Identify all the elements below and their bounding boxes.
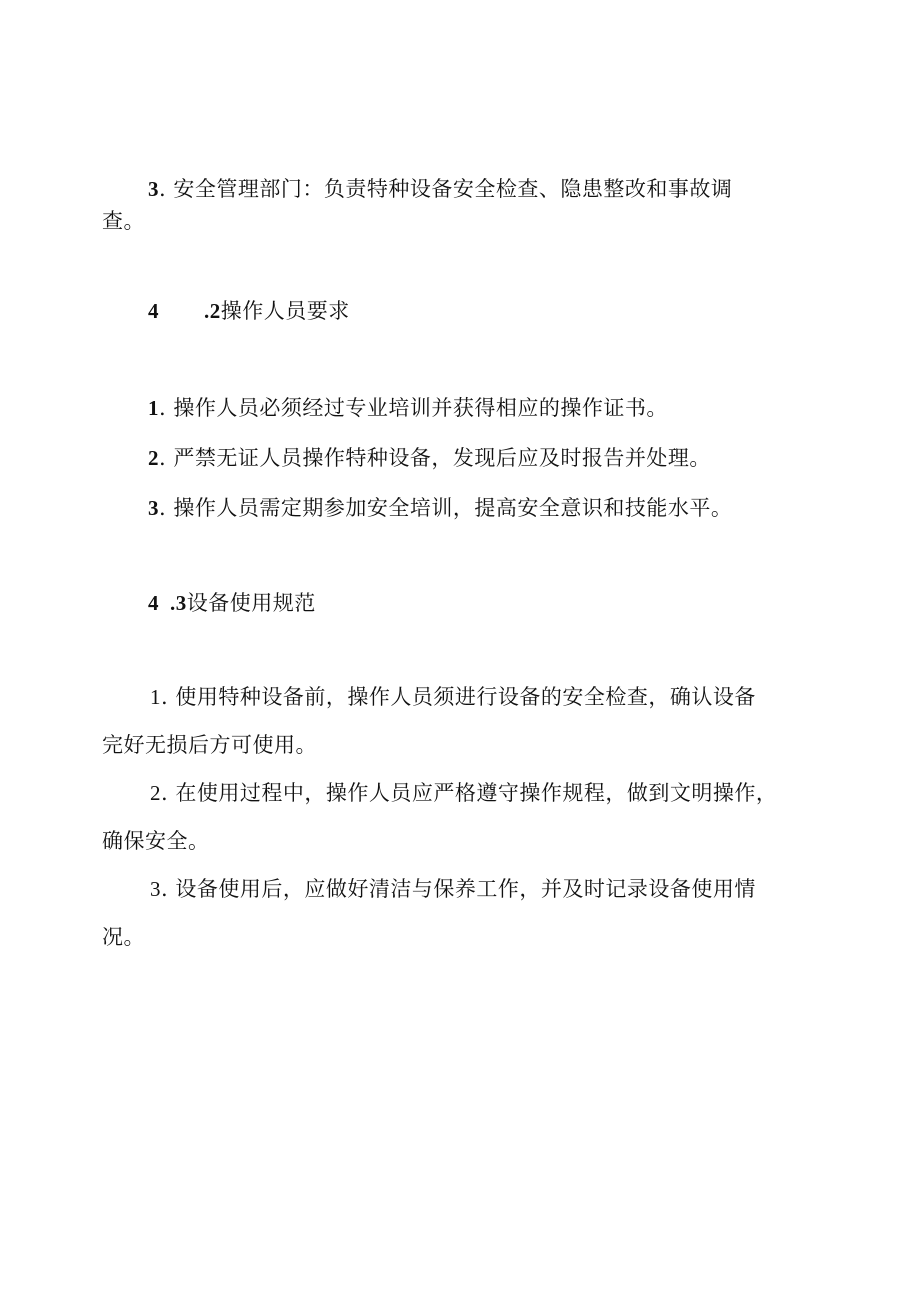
item-number: 2 xyxy=(148,446,159,470)
paragraph-item1-line1 xyxy=(150,682,756,712)
item-text: . 在使用过程中，操作人员应严格遵守操作规程，做到文明操作， xyxy=(161,781,778,805)
paragraph-item2-line2 xyxy=(102,826,210,856)
item-number: 3 xyxy=(148,496,159,520)
list-item xyxy=(148,493,732,523)
heading-number-minor: .2 xyxy=(204,299,221,323)
item-number: 3 xyxy=(148,177,159,201)
item-text: . 安全管理部门：负责特种设备安全检查、隐患整改和事故调 xyxy=(159,177,733,201)
item-number: 1 xyxy=(150,685,161,709)
list-item xyxy=(148,443,711,473)
paragraph-item3-line1 xyxy=(150,874,756,904)
item-text: . 操作人员需定期参加安全培训，提高安全意识和技能水平。 xyxy=(159,496,733,520)
item-text: . 操作人员必须经过专业培训并获得相应的操作证书。 xyxy=(159,396,668,420)
item-number: 3 xyxy=(150,877,161,901)
heading-title: 操作人员要求 xyxy=(220,299,350,323)
paragraph-item1-line2 xyxy=(102,730,317,760)
item-text: 查。 xyxy=(102,209,145,233)
item-text: . 严禁无证人员操作特种设备，发现后应及时报告并处理。 xyxy=(159,446,711,470)
paragraph-safety-dept-line1 xyxy=(148,174,732,204)
item-text: 完好无损后方可使用。 xyxy=(102,733,317,757)
list-item xyxy=(148,393,668,423)
paragraph-safety-dept-line2 xyxy=(102,206,145,236)
section-heading-4-2 xyxy=(148,296,350,326)
item-number: 2 xyxy=(150,781,161,805)
paragraph-item2-line1 xyxy=(150,778,777,808)
item-text: 况。 xyxy=(102,925,145,949)
item-text: 确保安全。 xyxy=(102,829,210,853)
item-text: . 设备使用后，应做好清洁与保养工作，并及时记录设备使用情 xyxy=(161,877,756,901)
heading-number-major: 4 xyxy=(148,591,159,615)
item-text: . 使用特种设备前，操作人员须进行设备的安全检查，确认设备 xyxy=(161,685,756,709)
item-number: 1 xyxy=(148,396,159,420)
heading-number-minor: .3 xyxy=(170,591,187,615)
paragraph-item3-line2 xyxy=(102,922,145,952)
section-heading-4-3 xyxy=(148,588,316,618)
heading-title: 设备使用规范 xyxy=(186,591,316,615)
heading-number-major: 4 xyxy=(148,299,159,323)
